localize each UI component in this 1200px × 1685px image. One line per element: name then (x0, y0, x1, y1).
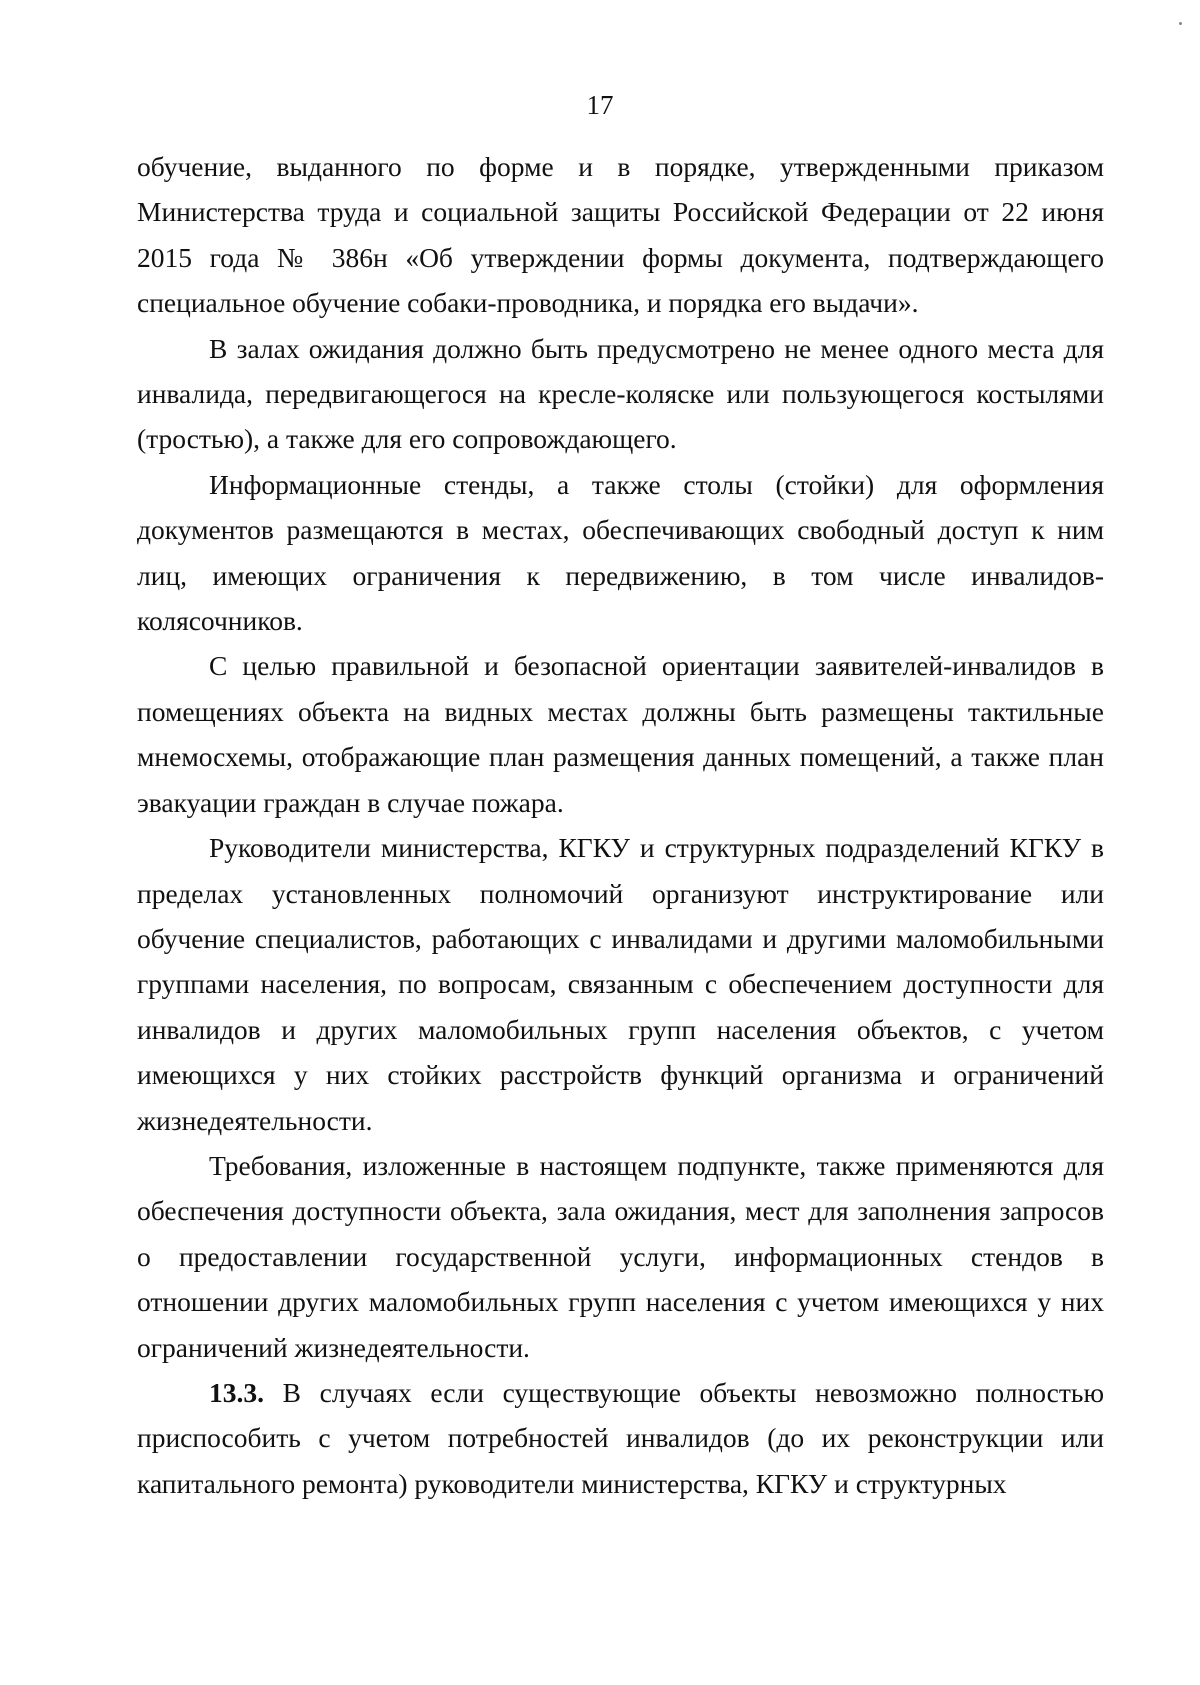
paragraph-clause-13-3 (137, 1370, 1104, 1506)
paragraph-waiting-rooms: В залах ожидания должно быть предусмотрено не менее одного места для инвалида, передвигающегося на кресле-коляске или пользующегося костылями (тростью), а также для его сопровождающего. (137, 332, 1104, 455)
paragraph-tactile-schemes: С целью правильной и безопасной ориентации заявителей-инвалидов в помещениях объекта на видных местах должны быть размещены тактильные мнемосхемы, отображающие план размещения данных помещений, а также план эвакуации граждан в случае пожара. (137, 650, 1104, 818)
page-number: 17 (586, 90, 614, 120)
paragraph-info-stands: Информационные стенды, а также столы (стойки) для оформления документов размещаются в местах, обеспечивающих свободный доступ к ним лиц, имеющих ограничения к передвижению, в том числе инвалидов-колясочников. (137, 468, 1104, 637)
paragraph-requirements: Требования, изложенные в настоящем подпункте, также применяются для обеспечения доступности объекта, зала ожидания, мест для заполнения запросов о предоставлении государственной услуги, информационных стендов в отношении других маломобильных групп населения с учетом имеющихся у них ограничений жизнедеятельности. (137, 1149, 1104, 1363)
clause-text: В случаях если существующие объекты невозможно полностью приспособить с учетом потребностей инвалидов (до их реконструкции или капитального ремонта) руководители министерства, КГКУ и структурных (137, 1376, 1104, 1499)
document-body (137, 144, 1104, 1506)
scan-speck (1179, 22, 1182, 25)
paragraph-staff-training: Руководители министерства, КГКУ и структурных подразделений КГКУ в пределах установленных полномочий организуют инструктирование или обучение специалистов, работающих с инвалидами и другими маломобильными группами населения, по вопросам, связанным с обеспечением доступности для инвалидов и других маломобильных групп населения объектов, с учетом имеющихся у них стойких расстройств функций организма и ограничений жизнедеятельности. (137, 832, 1104, 1136)
paragraph-continuation: обучение, выданного по форме и в порядке, утвержденными приказом Министерства труда и социальной защиты Российской Федерации от 22 июня 2015 года № 386н «Об утверждении формы документа, подтверждающего специальное обучение собаки-проводника, и порядка его выдачи». (137, 151, 1104, 319)
clause-number: 13.3. (209, 1376, 264, 1408)
